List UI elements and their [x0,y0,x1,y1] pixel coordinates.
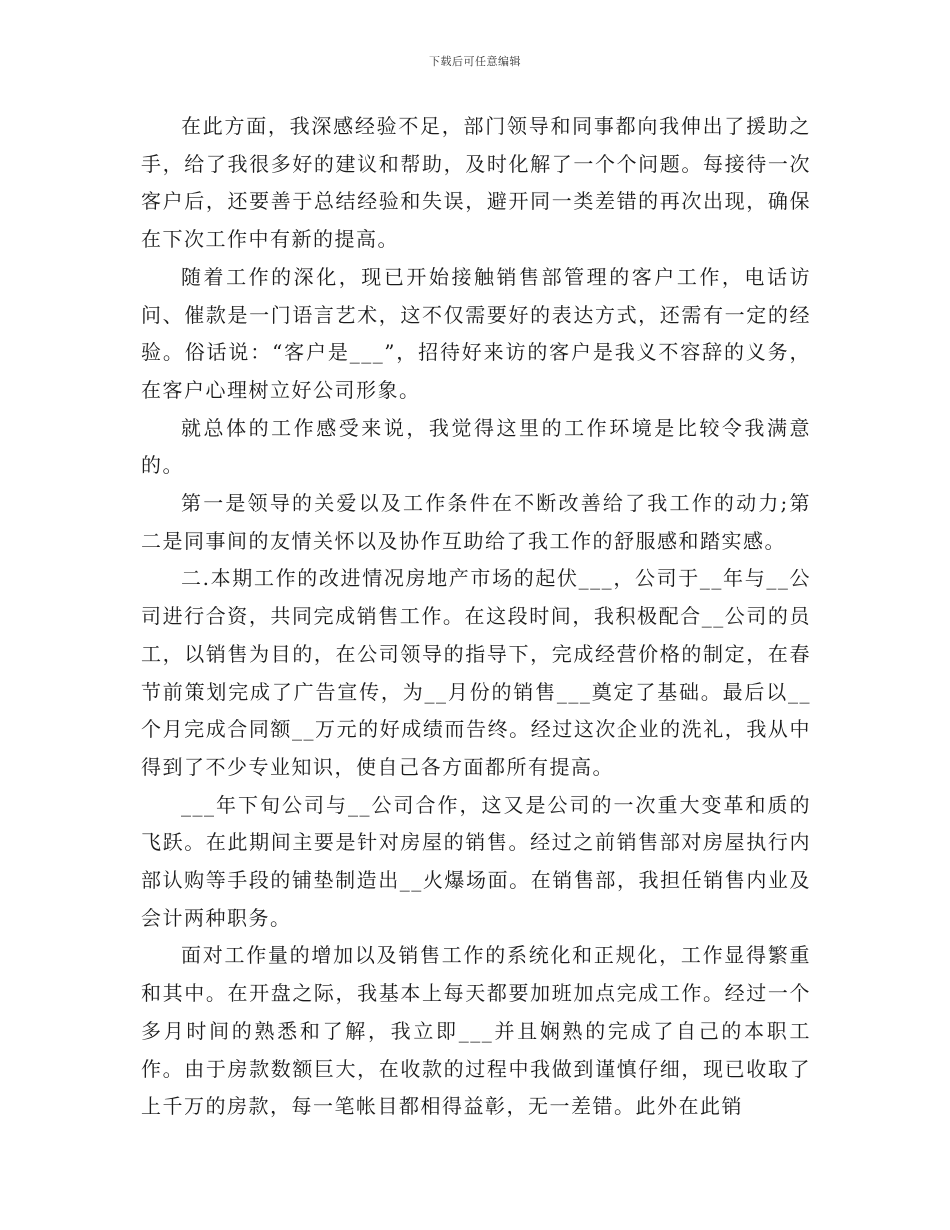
document-body [141,108,811,1126]
paragraph: 面对工作量的增加以及销售工作的系统化和正规化，工作显得繁重和其中。在开盘之际，我基本上每天都要加班加点完成工作。经过一个多月时间的熟悉和了解，我立即___并且娴熟的完成了自己的本职工作。由于房款数额巨大，在收款的过程中我做到谨慎仔细，现已收取了上千万的房款，每一笔帐目都相得益彰，无一差错。此外在此销 [141,943,811,1119]
paragraph: 就总体的工作感受来说，我觉得这里的工作环境是比较令我满意的。 [141,415,811,478]
paragraph: 二.本期工作的改进情况房地产市场的起伏___，公司于__年与__公司进行合资，共同完成销售工作。在这段时间，我积极配合__公司的员工，以销售为目的，在公司领导的指导下，完成经营价格的制定，在春节前策划完成了广告宣传，为__月份的销售___奠定了基础。最后以__个月完成合同额__万元的好成绩而告终。经过这次企业的洗礼，我从中得到了不少专业知识，使自己各方面都所有提高。 [141,566,811,779]
paragraph: 第一是领导的关爱以及工作条件在不断改善给了我工作的动力;第二是同事间的友情关怀以及协作互助给了我工作的舒服感和踏实感。 [141,491,811,553]
paragraph: ___年下旬公司与__公司合作，这又是公司的一次重大变革和质的飞跃。在此期间主要是针对房屋的销售。经过之前销售部对房屋执行内部认购等手段的铺垫制造出__火爆场面。在销售部，我担任销售内业及会计两种职务。 [141,792,811,930]
paragraph: 在此方面，我深感经验不足，部门领导和同事都向我伸出了援助之手，给了我很多好的建议和帮助，及时化解了一个个问题。每接待一次客户后，还要善于总结经验和失误，避开同一类差错的再次出现，确保在下次工作中有新的提高。 [141,114,811,252]
page-header: 下载后可任意编辑 [429,55,521,68]
paragraph: 随着工作的深化，现已开始接触销售部管理的客户工作，电话访问、催款是一门语言艺术，这不仅需要好的表达方式，还需有一定的经验。俗话说：“客户是___”，招待好来访的客户是我义不容辞的义务，在客户心理树立好公司形象。 [141,264,811,402]
